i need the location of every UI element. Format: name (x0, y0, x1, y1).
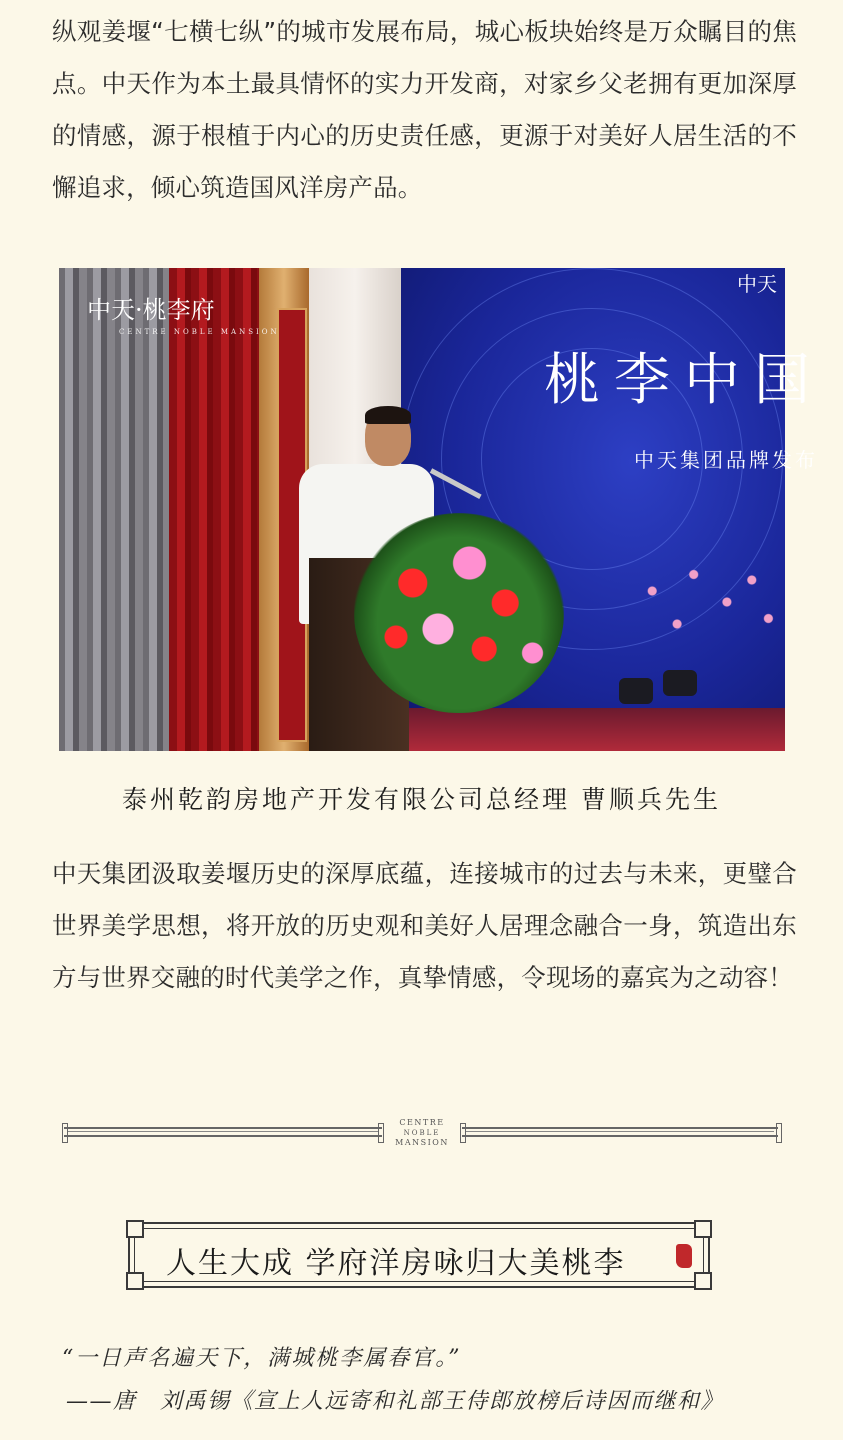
divider-logo-line: CENTRE (399, 1118, 445, 1127)
photo-stage-floor (401, 708, 785, 751)
photo-screen-title: 桃李中国 (544, 348, 824, 413)
photo-flower-arrangement (354, 513, 564, 713)
photo-speaker-hair (365, 406, 411, 424)
photo-logo: 中天·桃李府 (87, 296, 215, 324)
divider-logo-line: NOBLE (403, 1129, 441, 1137)
photo-logo-sub: CENTRE NOBLE MANSION (119, 328, 280, 336)
divider-rule-right (462, 1127, 778, 1137)
divider-end-left (62, 1123, 68, 1143)
poem-source: ——唐 刘禹锡《宣上人远寄和礼部王侍郎放榜后诗因而继和》 (66, 1389, 725, 1414)
section-title-frame (128, 1222, 710, 1288)
divider-logo (386, 1118, 458, 1148)
section-title: 人生大成 学府洋房咏归大美桃李 (166, 1246, 626, 1281)
photo-blossom-decor (619, 558, 785, 668)
frame-corner (694, 1220, 712, 1238)
seal-icon (676, 1244, 692, 1268)
event-photo (59, 268, 824, 751)
photo-stage-light (663, 670, 697, 696)
frame-corner (126, 1272, 144, 1290)
divider-rule-left (64, 1127, 382, 1137)
body-paragraph: 中天集团汲取姜堰历史的深厚底蕴，连接城市的过去与未来，更璧合世界美学思想，将开放的历史观和美好人居理念融合一身，筑造出东方与世界交融的时代美学之作，真挚情感，令现场的嘉宾为之动容！ (52, 859, 797, 992)
intro-paragraph: 纵观姜堰“七横七纵”的城市发展布局，城心板块始终是万众瞩目的焦点。中天作为本土最具情怀的实力开发商，对家乡父老拥有更加深厚的情感，源于根植于内心的历史责任感，更源于对美好人居生活的不懈追求，倾心筑造国风洋房产品。 (52, 17, 797, 202)
divider-logo-line: MANSION (395, 1138, 449, 1147)
divider-end-inner-left (378, 1123, 384, 1143)
photo-wall-left (59, 268, 169, 751)
photo-curtain (169, 268, 259, 751)
photo-screen-top-text: 中天 (737, 272, 777, 296)
frame-corner (126, 1220, 144, 1238)
photo-stage-light (619, 678, 653, 704)
poem-quote: “一日声名遍天下，满城桃李属春官。” (62, 1346, 462, 1371)
frame-corner (694, 1272, 712, 1290)
divider-end-right (776, 1123, 782, 1143)
photo-caption: 泰州乾韵房地产开发有限公司总经理 曹顺兵先生 (122, 785, 721, 814)
photo-screen-subtitle: 中天集团品牌发布 (634, 448, 818, 472)
